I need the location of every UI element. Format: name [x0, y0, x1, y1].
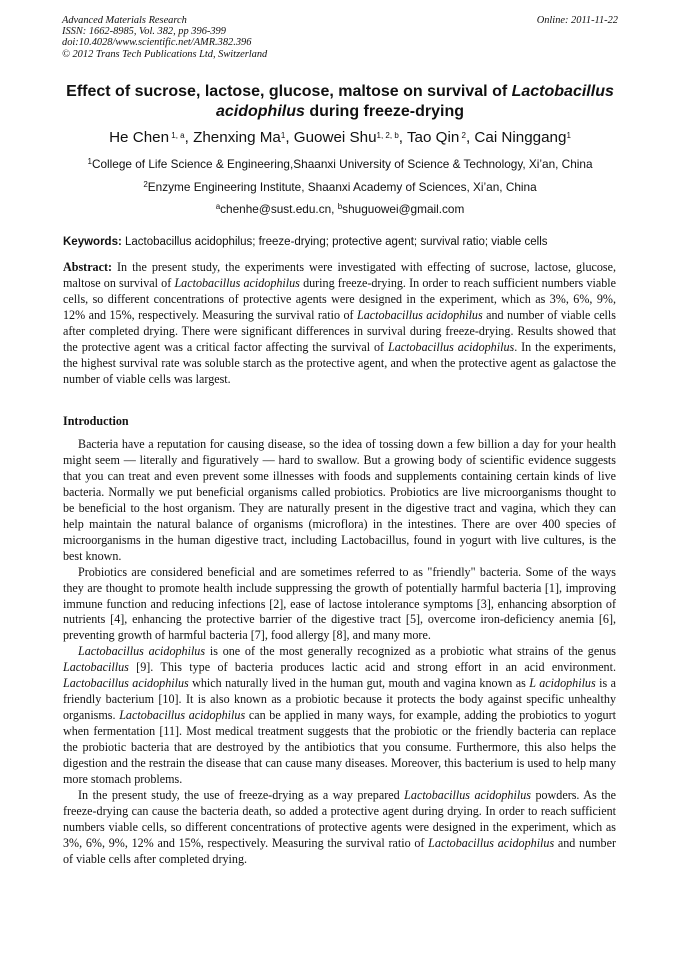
email-link: shuguowei@gmail.com	[342, 202, 465, 216]
affiliation-sup: 2	[143, 180, 148, 189]
species-name: Lactobacillus acidophilus	[78, 644, 206, 659]
species-name: Lactobacillus acidophilus	[63, 676, 189, 691]
introduction-body	[63, 437, 616, 868]
species-name: Lactobacillus acidophilus	[388, 339, 515, 354]
journal-name: Advanced Materials Research	[62, 15, 187, 26]
species-name: Lactobacillus acidophilus	[404, 787, 531, 802]
paragraph-text: which naturally lived in the human gut, mouth and vagina known as	[188, 676, 530, 691]
online-date: Online: 2011-11-22	[536, 15, 618, 26]
species-name: Lactobacillus acidophilus	[428, 835, 555, 850]
paragraph	[63, 788, 616, 868]
author-emails	[40, 201, 640, 217]
journal-issn: ISSN: 1662-8985, Vol. 382, pp 396-399	[62, 26, 226, 38]
species-name: Lactobacillus acidophilus	[119, 708, 246, 723]
paragraph-text: In the present study, the use of freeze-drying as a way prepared	[78, 787, 405, 802]
keywords-text: Lactobacillus acidophilus; freeze-drying; protective agent; survival ratio; viable cells	[121, 236, 548, 248]
author-name: He Chen	[109, 129, 170, 146]
title-text-2: during freeze-drying	[304, 103, 465, 120]
author-sup: 1	[566, 131, 571, 140]
paragraph-text: powders. As the freeze-drying can cause the bacteria death, so added a protective agent during drying. In order to reach sufficient numbers viable cells, so different concentrations of protective agents were designed in the experiment, which as 3%, 6%, 9%, 12% and 15%, respectively. Measuring the survival ratio of	[63, 787, 616, 850]
abstract-text: In the present study, the experiments were investigated with effecting of sucrose, lactose, glucose, maltose on survival of	[63, 260, 616, 290]
section-heading-introduction: Introduction	[63, 414, 129, 428]
species-name: L acidophilus	[529, 676, 596, 691]
abstract-paragraph	[63, 260, 616, 388]
paragraph: Probiotics are considered beneficial and are sometimes referred to as "friendly" bacteria. Some of the ways they are thought to promote health include suppressing the growth of potentially harmful bacteria [1], improving immune function and reducing infections [2], ease of lactose intolerance symptoms [3], enhancing absorption of nutrients [4], enhancing the protective barrier of the digestive tract [5], overcome iron-deficiency anemia [6], preventing growth of harmful bacteria [7], food allergy [8], and many more.	[63, 564, 616, 643]
paragraph-text: [9]. This type of bacteria produces lactic acid and strong effort in an acid environment.	[128, 660, 616, 675]
affiliation-text: College of Life Science & Engineering,Shaanxi University of Science & Technology, Xi’an, China	[91, 157, 593, 171]
affiliation-2	[40, 179, 640, 195]
abstract-text: during freeze-drying. In order to reach sufficient numbers viable cells, so different concentrations of protective agents were designed in the experiment, which as 3%, 6%, 9%, 12% and 15%, respectively. Measuring the survival ratio of	[63, 275, 616, 322]
affiliation-sup: 1	[87, 157, 92, 166]
author-name: Cai Ninggang	[474, 129, 567, 146]
author-sup: 1, a	[169, 131, 185, 140]
affiliation-text: Enzyme Engineering Institute, Shaanxi Academy of Sciences, Xi’an, China	[147, 180, 537, 194]
abstract	[63, 260, 616, 388]
title-text-1: Effect of sucrose, lactose, glucose, maltose on survival of	[66, 83, 512, 100]
paragraph-text: and number of viable cells after completed drying.	[63, 835, 617, 866]
author-sup: 1	[280, 131, 286, 140]
author-list: He Chen $^{1, a}$, Zhenxing Ma$^1$, Guowei Shu$^{1, 2, b}$, Tao Qin $^2$, Cai Ninggang$^1$	[109, 129, 571, 146]
paragraph-text: is one of the most generally recognized as a probiotic what strains of the genus	[205, 644, 616, 659]
author-name: Tao Qin	[406, 129, 460, 146]
abstract-label: Abstract:	[63, 260, 113, 274]
paragraph-text: is a friendly bacterium [10]. It is also known as a probiotic because it protects the body against specific unhealthy organisms.	[63, 676, 616, 723]
author-sup: 1, 2, b	[376, 131, 399, 140]
email-sup: a	[215, 202, 221, 211]
species-name: Lactobacillus acidophilus	[356, 307, 483, 322]
paragraph	[63, 644, 616, 788]
paragraph-text: can be applied in many ways, for example, adding the probiotics to yogurt when fermentation [11]. Most medical treatment suggests that the probiotic or the friendly bacteria can replace the probiotic bacteria that are destroyed by the antibiotics that you consume. Furthermore, this also helps the digestion and the restrain the disease that can cause many diseases. Moreover, this bacterium is used to help many more stomach problems.	[63, 708, 616, 787]
keywords	[63, 234, 623, 250]
abstract-text: and number of viable cells after completed drying. There were significant differences in survival during freeze-drying. Results showed that the protective agent was a critical factor affecting the survival of	[63, 307, 616, 354]
journal-header	[62, 15, 618, 60]
title-species: Lactobacillus acidophilus	[215, 83, 614, 120]
abstract-text: . In the experiments, the highest survival rate was soluble starch as the protective agent, and when the protective agent as galactose the number of viable cells was largest.	[63, 339, 616, 386]
journal-doi: doi:10.4028/www.scientific.net/AMR.382.396	[62, 37, 252, 49]
author-name: Zhenxing Ma	[193, 129, 281, 146]
author-name: Guowei Shu	[293, 129, 377, 146]
email-link: chenhe@sust.edu.cn,	[220, 202, 338, 216]
author-sup: 2	[459, 131, 466, 140]
affiliation-1	[40, 156, 640, 172]
paragraph: Bacteria have a reputation for causing disease, so the idea of tossing down a few billion a day for your health might seem — literally and figuratively — hard to swallow. But a growing body of scientific evidence suggests that you can treat and even prevent some illnesses with foods and supplements containing certain kinds of live bacteria. Normally we put beneficial organisms called probiotics. Probiotics are live microorganisms thought to be beneficial to the host organism. They are naturally present in the digestive tract and vagina, which they can help maintain the natural balance of organisms (microflora) in the intestines. There are over 400 species of microorganisms in the human digestive tract, including Lactobacillus, found in yogurt with live cultures, is the best known.	[63, 437, 616, 563]
keywords-label: Keywords:	[63, 236, 122, 248]
genus-name: Lactobacillus	[63, 660, 129, 675]
email-sup: b	[337, 202, 343, 211]
journal-copyright: © 2012 Trans Tech Publications Ltd, Switzerland	[62, 48, 268, 60]
species-name: Lactobacillus acidophilus	[174, 275, 300, 290]
paper-title	[60, 82, 620, 122]
